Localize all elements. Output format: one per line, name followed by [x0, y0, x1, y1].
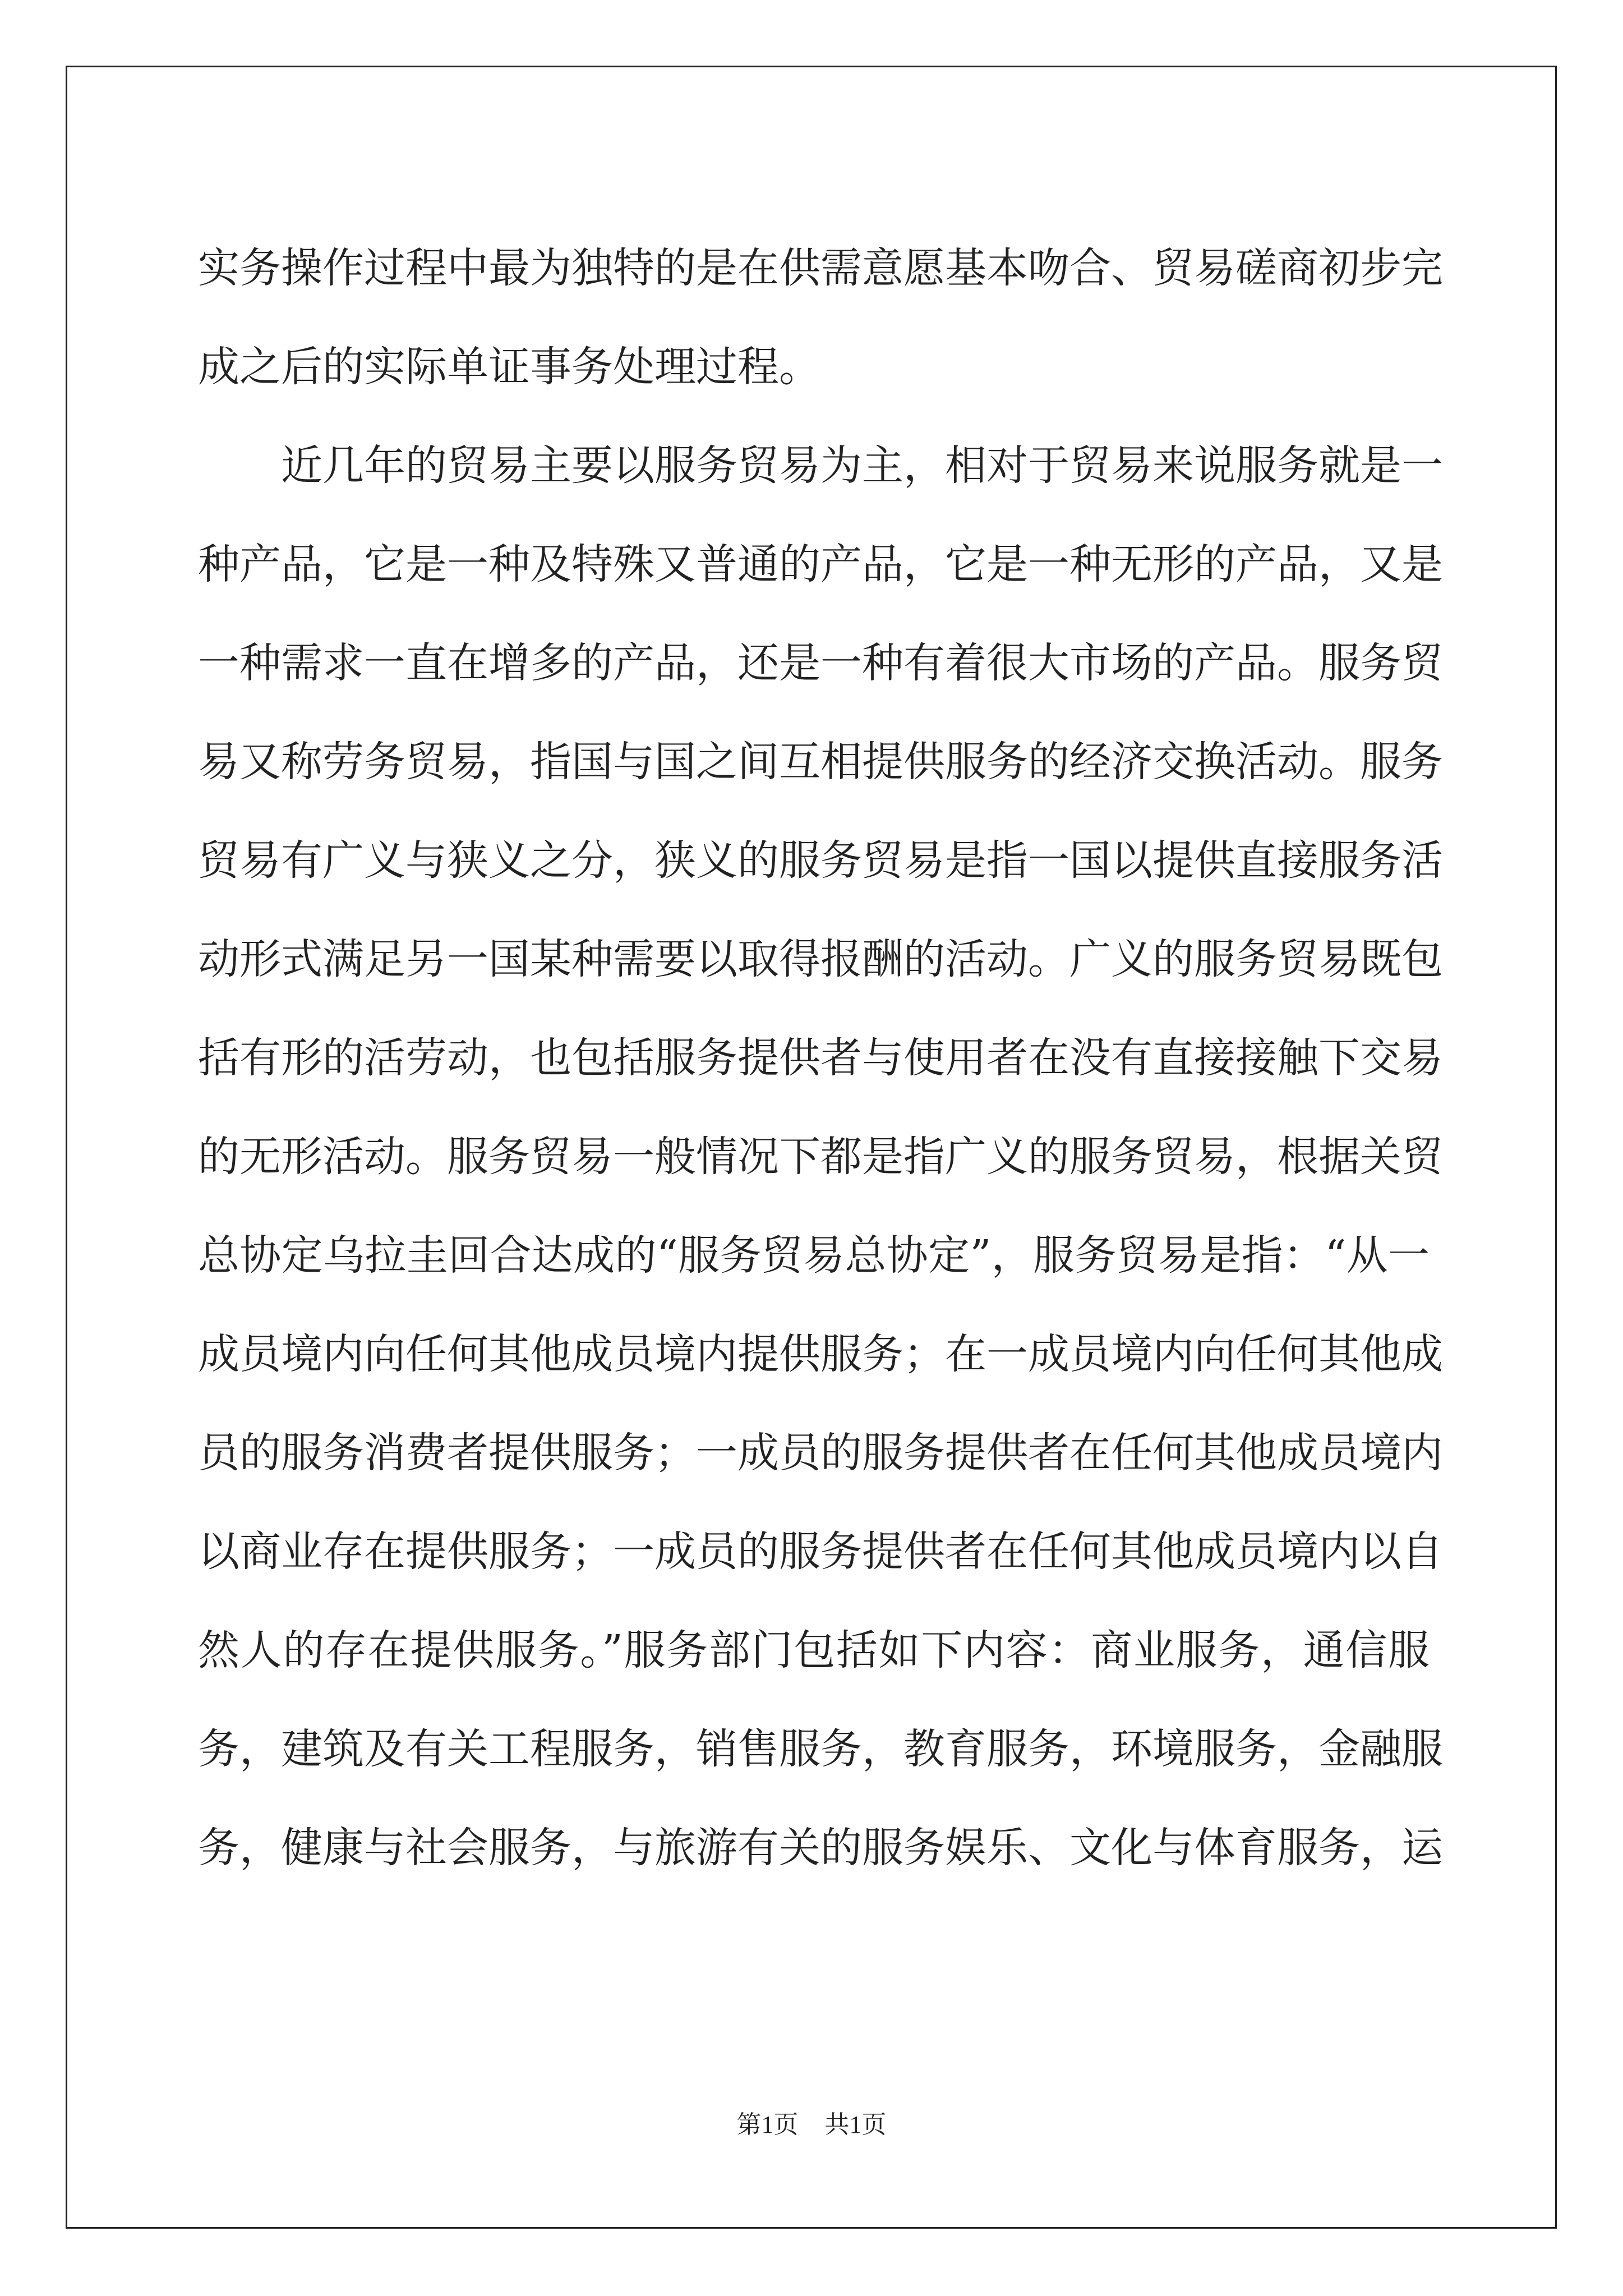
text-line: 近几年的贸易主要以服务贸易为主，相对于贸易来说服务就是一	[281, 441, 1443, 490]
text-line: 种产品，它是一种及特殊又普通的产品，它是一种无形的产品，又是	[198, 540, 1443, 588]
text-line: 总协定乌拉圭回合达成的“服务贸易总协定”，服务贸易是指：“从一	[198, 1231, 1430, 1280]
text-line: 的无形活动。服务贸易一般情况下都是指广义的服务贸易，根据关贸	[198, 1133, 1443, 1181]
text-line: 实务操作过程中最为独特的是在供需意愿基本吻合、贸易磋商初步完	[198, 244, 1443, 292]
text-line: 务，建筑及有关工程服务，销售服务，教育服务，环境服务，金融服	[198, 1725, 1443, 1773]
text-line: 易又称劳务贸易，指国与国之间互相提供服务的经济交换活动。服务	[198, 738, 1443, 786]
text-line: 然人的存在提供服务。”服务部门包括如下内容：商业服务，通信服	[198, 1626, 1430, 1674]
text-line: 务，健康与社会服务，与旅游有关的服务娱乐、文化与体育服务，运	[198, 1824, 1443, 1872]
text-line: 动形式满足另一国某种需要以取得报酬的活动。广义的服务贸易既包	[198, 935, 1443, 983]
text-line: 括有形的活劳动，也包括服务提供者与使用者在没有直接接触下交易	[198, 1034, 1443, 1082]
text-line: 以商业存在提供服务；一成员的服务提供者在任何其他成员境内以自	[198, 1527, 1443, 1576]
text-line: 成之后的实际单证事务处理过程。	[198, 343, 820, 391]
document-body	[198, 219, 1443, 1897]
page-number: 第1页	[736, 2111, 799, 2138]
text-line: 一种需求一直在增多的产品，还是一种有着很大市场的产品。服务贸	[198, 639, 1443, 687]
page-footer	[0, 2108, 1623, 2142]
text-line: 成员境内向任何其他成员境内提供服务；在一成员境内向任何其他成	[198, 1330, 1443, 1378]
page-total: 共1页	[824, 2111, 887, 2138]
text-line: 贸易有广义与狭义之分，狭义的服务贸易是指一国以提供直接服务活	[198, 836, 1443, 885]
text-line: 员的服务消费者提供服务；一成员的服务提供者在任何其他成员境内	[198, 1429, 1443, 1477]
